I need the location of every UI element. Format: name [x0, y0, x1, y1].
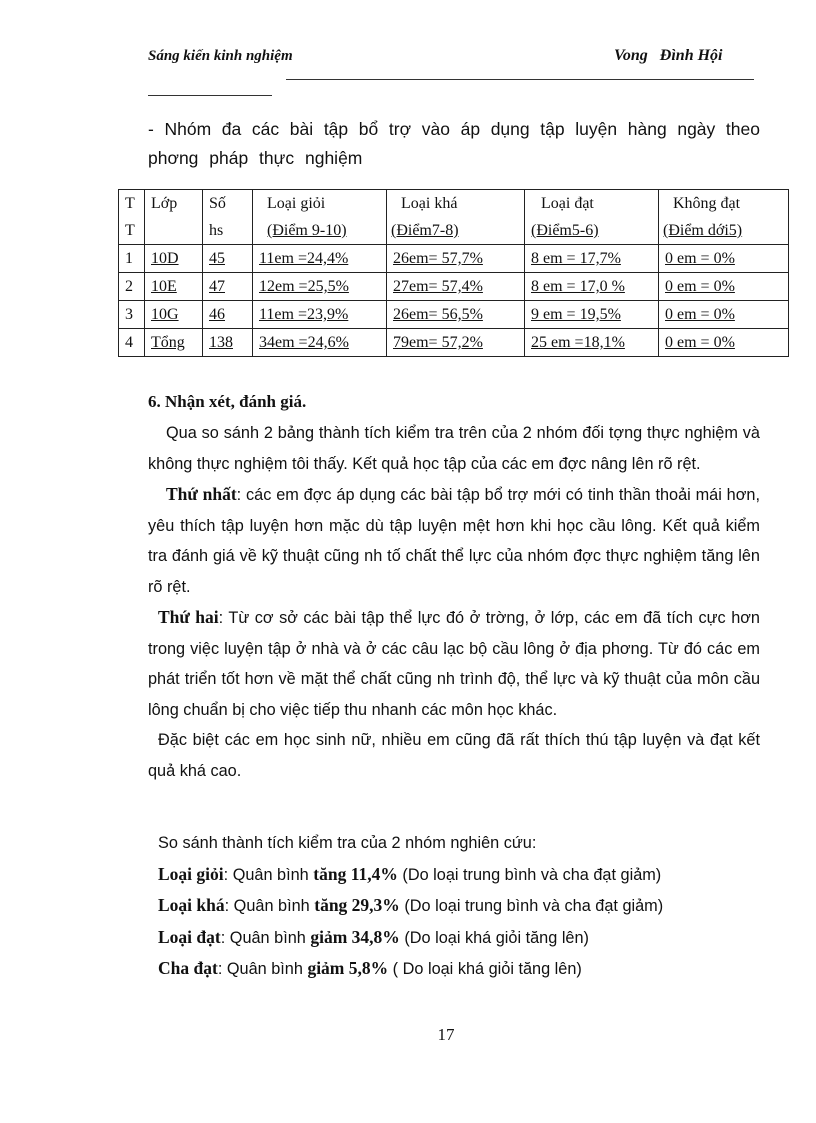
col-header-count: Số hs	[203, 190, 253, 245]
comparison-item: Loại đạt: Quân bình giảm 34,8% (Do loại khá giỏi tăng lên)	[158, 926, 589, 947]
cell-fail: 0 em = 0%	[659, 245, 789, 273]
comparison-item: Loại khá: Quân bình tăng 29,3% (Do loại trung bình và cha đạt giảm)	[158, 895, 664, 915]
cell-excellent: 12em =25,5%	[253, 273, 387, 301]
comparison-item: Cha đạt: Quân bình giảm 5,8% ( Do loại khá giỏi tăng lên)	[158, 958, 582, 978]
cell-good: 27em= 57,4%	[387, 273, 525, 301]
cell-count: 47	[203, 273, 253, 301]
cell-fail: 0 em = 0%	[659, 329, 789, 357]
table-row	[119, 301, 789, 329]
cell-pass: 9 em = 19,5%	[525, 301, 659, 329]
cell-tt: 4	[119, 329, 145, 357]
cell-count: 138	[203, 329, 253, 357]
header-author: Vong Đình Hội	[614, 47, 723, 64]
cell-class: 10D	[145, 245, 203, 273]
col-header-good: Loại khá (Điểm7-8)	[387, 190, 525, 245]
cell-count: 45	[203, 245, 253, 273]
section-body	[148, 418, 760, 786]
table-row	[119, 273, 789, 301]
header-document-type: Sáng kiến kinh nghiệm	[148, 48, 293, 64]
cell-good: 26em= 56,5%	[387, 301, 525, 329]
intro-line-2: phơng pháp thực nghiệm	[148, 148, 363, 168]
intro-line-1: - Nhóm đa các bài tập bổ trợ vào áp dụng tập luyện hàng ngày theo	[148, 119, 760, 139]
cell-pass: 8 em = 17,7%	[525, 245, 659, 273]
intro-paragraph	[148, 115, 760, 173]
header-rule-short	[148, 95, 272, 96]
cell-excellent: 11em =24,4%	[253, 245, 387, 273]
cell-pass: 25 em =18,1%	[525, 329, 659, 357]
cell-tt: 2	[119, 273, 145, 301]
cell-excellent: 11em =23,9%	[253, 301, 387, 329]
paragraph-second: Thứ hai: Từ cơ sở các bài tập thể lực đó ở trờng, ở lớp, các em đã tích cực hơn trong việc luyện tập ở nhà và ở các câu lạc bộ cầu lông ở địa phơng. Từ đó các em phát triển tốt hơn về mặt thể chất cũng nh trình độ, thể lực và kỹ thuật của môn cầu lông chuẩn bị cho việc tiếp thu nhanh các môn học khác.	[148, 607, 760, 719]
cell-class: 10G	[145, 301, 203, 329]
cell-class: Tổng	[145, 329, 203, 357]
cell-good: 79em= 57,2%	[387, 329, 525, 357]
paragraph-first: Thứ nhất: các em đợc áp dụng các bài tập bổ trợ mới có tinh thần thoải mái hơn, yêu thích tập luyện hơn mặc dù tập luyện mệt hơn khi học cầu lông. Kết quả kiểm tra đánh giá về kỹ thuật cũng nh tố chất thể lực của nhóm đợc thực nghiệm tăng lên rõ rệt.	[148, 484, 760, 596]
table-row-total	[119, 329, 789, 357]
col-header-excellent: Loại giỏi (Điểm 9-10)	[253, 190, 387, 245]
cell-excellent: 34em =24,6%	[253, 329, 387, 357]
cell-good: 26em= 57,7%	[387, 245, 525, 273]
comparison-intro: So sánh thành tích kiểm tra của 2 nhóm nghiên cứu:	[158, 834, 537, 852]
paragraph-comparison: Qua so sánh 2 bảng thành tích kiểm tra trên của 2 nhóm đối tợng thực nghiệm và không thực nghiệm tôi thấy. Kết quả học tập của các em đợc nâng lên rõ rệt.	[148, 424, 760, 473]
col-header-fail: Không đạt (Điểm dới5)	[659, 190, 789, 245]
results-table	[118, 189, 789, 357]
table-row	[119, 245, 789, 273]
comparison-item: Loại giỏi: Quân bình tăng 11,4% (Do loại trung bình và cha đạt giảm)	[158, 863, 662, 884]
col-header-tt: T T	[119, 190, 145, 245]
table-header-row	[119, 190, 789, 245]
comparison-list	[158, 828, 778, 985]
cell-tt: 1	[119, 245, 145, 273]
col-header-class: Lớp	[145, 190, 203, 245]
col-header-pass: Loại đạt (Điểm5-6)	[525, 190, 659, 245]
paragraph-special: Đặc biệt các em học sinh nữ, nhiều em cũng đã rất thích thú tập luyện và đạt kết quả khá cao.	[148, 731, 760, 780]
cell-fail: 0 em = 0%	[659, 273, 789, 301]
header-rule	[286, 79, 754, 80]
cell-tt: 3	[119, 301, 145, 329]
section-heading: 6. Nhận xét, đánh giá.	[148, 392, 307, 411]
cell-count: 46	[203, 301, 253, 329]
cell-class: 10E	[145, 273, 203, 301]
cell-fail: 0 em = 0%	[659, 301, 789, 329]
page-number: 17	[437, 1025, 455, 1044]
cell-pass: 8 em = 17,0 %	[525, 273, 659, 301]
